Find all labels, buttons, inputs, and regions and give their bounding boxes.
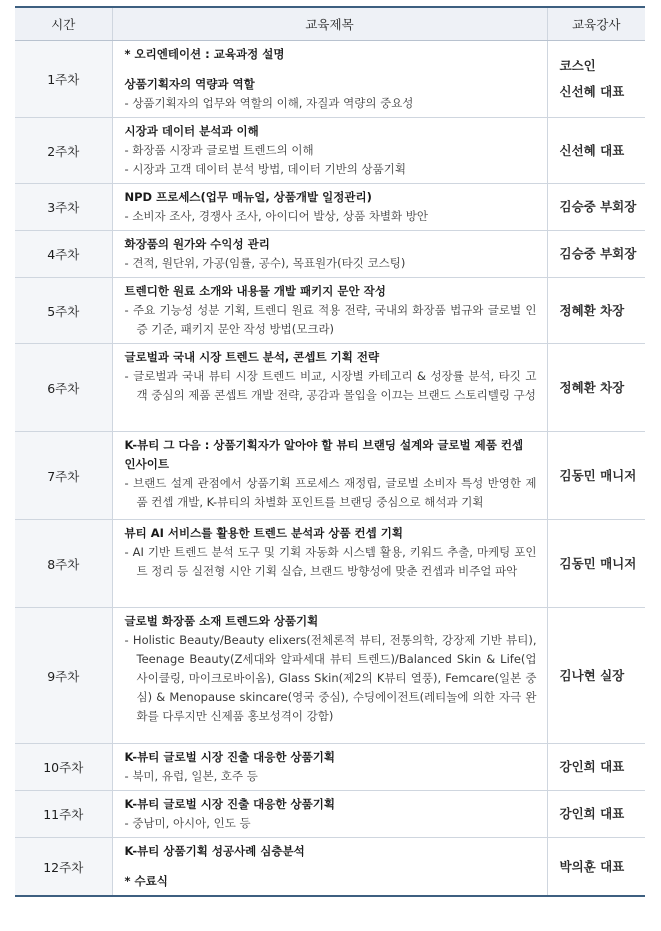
title-cell [112,432,547,520]
instructor-cell [547,520,645,608]
instructor-name: 김동민 매니저 [559,555,637,571]
week-cell: 12주차 [15,838,112,897]
course-detail: - 상품기획자의 업무와 역할의 이해, 자질과 역량의 중요성 [125,94,537,113]
course-title: NPD 프로세스(업무 매뉴얼, 상품개발 일정관리) [124,190,372,204]
table-row [15,744,645,791]
course-title: 글로벌과 국내 시장 트렌드 분석, 콘셉트 기획 전략 [124,350,380,364]
instructor-name: 정혜환 차장 [559,379,625,395]
course-title: 뷰티 AI 서비스를 활용한 트렌드 분석과 상품 컨셉 기획 [124,526,403,540]
instructor-cell [547,118,645,184]
table-row [15,791,645,838]
course-title: 글로벌 화장품 소재 트렌드와 상품기획 [124,614,319,628]
instructor-cell [547,838,645,897]
course-detail: - 중남미, 아시아, 인도 등 [125,814,537,833]
instructor-cell [547,608,645,744]
title-cell [112,608,547,744]
title-cell [112,838,547,897]
week-cell: 11주차 [15,791,112,838]
instructor-name: 신선혜 대표 [559,142,625,158]
course-title: K-뷰티 글로벌 시장 진출 대응한 상품기획 [124,797,335,811]
course-detail: - Holistic Beauty/Beauty elixers(전체론적 뷰티, 전통의학, 강장제 기반 뷰티), Teenage Beauty(Z세대와 알파세대 뷰티 트렌드)/Balanced Skin & Life(업사이클링, 마이크로바이옴), Glass Skin(제2의 K뷰티 열풍), Femcare(일본 중심) & Menopause skincare(영국 중심), 수딩에이전트(레티놀에 의한 자극 완화를 다루지만 신제품 홍보성격이 강함) [125,631,537,726]
table-body [15,41,645,897]
course-title: 화장품의 원가와 수익성 관리 [124,237,270,251]
header-title: 교육제목 [112,7,547,41]
table-row [15,184,645,231]
title-cell [112,184,547,231]
week-cell: 9주차 [15,608,112,744]
title-cell [112,231,547,278]
instructor-name: 김승중 부회장 [559,199,637,214]
week-cell: 5주차 [15,278,112,344]
course-detail: - AI 기반 트렌드 분석 도구 및 기획 자동화 시스템 활용, 키워드 추출, 마케팅 포인트 정리 등 실전형 시안 기획 실습, 브랜드 방향성에 맞춘 컨셉과 비주얼 파악 [125,543,537,581]
header-week: 시간 [15,7,112,41]
title-cell [112,118,547,184]
instructor-name: 코스인 [559,58,596,73]
course-detail: - 북미, 유럽, 일본, 호주 등 [125,767,537,786]
table-row [15,608,645,744]
course-detail: - 주요 기능성 성분 기획, 트렌디 원료 적용 전략, 국내외 화장품 법규와 글로벌 인증 기준, 패키지 문안 작성 방법(모크라) [125,301,537,339]
table-row [15,432,645,520]
title-cell [112,744,547,791]
table-row [15,231,645,278]
instructor-cell [547,791,645,838]
course-detail: - 화장품 시장과 글로벌 트렌드의 이해 [125,141,537,160]
title-cell [112,278,547,344]
orientation-note: * 오리엔테이션 : 교육과정 설명 [124,47,285,61]
week-cell: 6주차 [15,344,112,432]
week-cell: 3주차 [15,184,112,231]
completion-note: * 수료식 [124,874,168,888]
header-instructor: 교육강사 [547,7,645,41]
table-row [15,838,645,897]
course-title: K-뷰티 그 다음 : 상품기획자가 알아야 할 뷰티 브랜딩 설계와 글로벌 제품 컨셉 인사이트 [124,438,524,471]
instructor-name: 신선혜 대표 [559,84,625,99]
course-title: K-뷰티 상품기획 성공사례 심층분석 [124,844,305,858]
instructor-cell [547,344,645,432]
instructor-cell [547,278,645,344]
course-detail: - 브랜드 설계 관점에서 상품기획 프로세스 재정립, 글로벌 소비자 특성 반영한 제품 컨셉 개발, K-뷰티의 차별화 포인트를 브랜딩 중심으로 해석과 기획 [125,474,537,512]
instructor-name: 김승중 부회장 [559,246,637,261]
instructor-name: 강인희 대표 [559,806,625,821]
title-cell [112,41,547,118]
title-cell [112,344,547,432]
week-cell: 1주차 [15,41,112,118]
instructor-cell [547,231,645,278]
week-cell: 2주차 [15,118,112,184]
instructor-name: 강인희 대표 [559,759,625,774]
course-title: 트렌디한 원료 소개와 내용물 개발 패키지 문안 작성 [124,284,386,298]
title-cell [112,791,547,838]
course-detail: - 견적, 원단위, 가공(임률, 공수), 목표원가(타깃 코스팅) [125,254,537,273]
curriculum-table [15,6,645,897]
table-row [15,520,645,608]
course-title: 시장과 데이터 분석과 이해 [124,124,259,138]
course-detail: - 글로벌과 국내 뷰티 시장 트렌드 비교, 시장별 카테고리 & 성장률 분석, 타깃 고객 중심의 제품 콘셉트 개발 전략, 공감과 몰입을 이끄는 브랜드 스토리텔링 구성 [125,367,537,405]
instructor-name: 김나현 실장 [559,667,625,683]
table-row [15,344,645,432]
title-cell [112,520,547,608]
instructor-cell [547,432,645,520]
instructor-cell [547,744,645,791]
course-title: K-뷰티 글로벌 시장 진출 대응한 상품기획 [124,750,335,764]
instructor-name: 박의훈 대표 [559,858,625,874]
instructor-name: 정혜환 차장 [559,302,625,318]
week-cell: 4주차 [15,231,112,278]
week-cell: 8주차 [15,520,112,608]
table-row [15,41,645,118]
course-title: 상품기획자의 역량과 역할 [124,77,255,91]
course-detail: - 소비자 조사, 경쟁사 조사, 아이디어 발상, 상품 차별화 방안 [125,207,537,226]
table-row [15,278,645,344]
instructor-cell [547,41,645,118]
header-row [15,7,645,41]
course-detail: - 시장과 고객 데이터 분석 방법, 데이터 기반의 상품기획 [125,160,537,179]
week-cell: 10주차 [15,744,112,791]
week-cell: 7주차 [15,432,112,520]
instructor-name: 김동민 매니저 [559,467,637,483]
instructor-cell [547,184,645,231]
table-row [15,118,645,184]
